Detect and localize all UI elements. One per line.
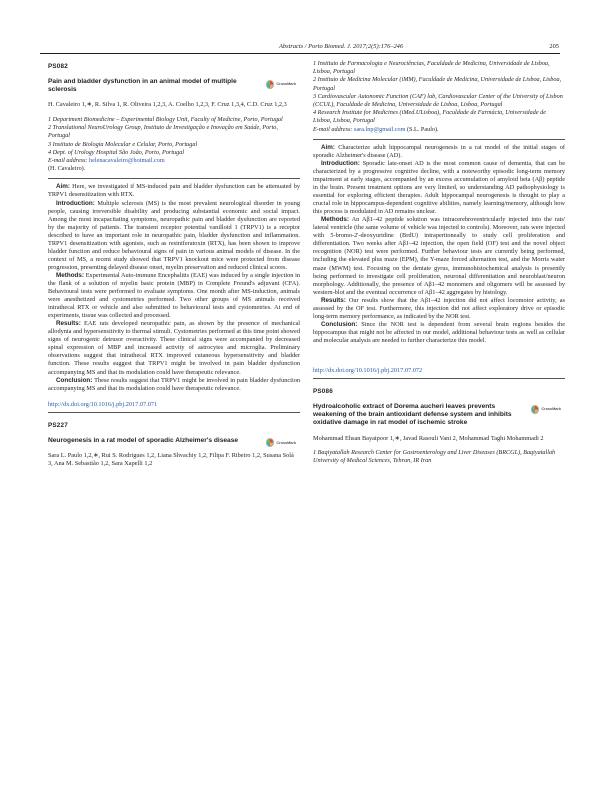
crossmark-icon[interactable] <box>266 437 296 449</box>
aim-text: Here, we investigated if MS-induced pain and bladder dysfunction can be attenuated by TRPV1 desensitization with RTX. <box>48 183 301 199</box>
left-column <box>48 63 300 475</box>
abstract-title: Pain and bladder dysfunction in an animal model of multiple sclerosis <box>48 78 237 94</box>
results-heading: Results: <box>56 320 81 328</box>
intro-text: Multiple sclerosis (MS) is the most prevalent neurological disorder in young people, causing irreversible disability and producing substantial economic and social impact. Among the most incapacitating symptoms, neuropathic pain and bladder dysfunction are reported by the majority of patients. The transient receptor potential vanilloid 1 (TRPV1) is a receptor described to have an important role in neuropathic pain, bladder dysfunction and inflammation. TRPV1 desensitization with agonists, such as resiniferatoxin (RTX), has been shown to improve bladder function and reduce behavioural signs of pain in various animal models of disease. In the context of MS, a recent study showed that TRPV1 knockout mice were protected from disease progression, presenting delayed disease onset, myelin preservation and reduced clinical scores. <box>48 199 300 271</box>
divider <box>313 139 565 140</box>
page-header <box>0 39 600 53</box>
abstract-code: PS082 <box>48 63 68 70</box>
divider <box>48 178 300 179</box>
affiliation: 2 Instituto de Medicina Molecular (iMM), Faculdade de Medicina, Universidade de Lisboa, Lisboa, Portugal <box>313 76 562 92</box>
methods-paragraph <box>313 216 565 296</box>
methods-text: An Aβ1–42 peptide solution was intracerebroventricularly injected into the rats' lateral ventricle (the same volume of vehicle was injected to controls). Moreover, rats were injected with 5-bromo-2'-deoxyuridine (BrdU) intraperitoneally to study cell proliferation and differentiation. Two weeks after Aβ1–42 injection, the open field (OF) test and the novel object recognition (NOR) test were performed. Further behaviour tests are currently being performed, including the elevated plus maze (EPM), the Y-maze forced alternation test, and the Morris water maze (MWM) test. Focusing on the dentate gyrus, immunohistochemical analysis is presently being performed to investigate cell proliferation, neuronal differentiation and neuroblast/neuron morphology. Additionally, the presence of Aβ1–42 monomers and oligomers will be assessed by western-blot and the eventual occurrence of Aβ1–42 aggregates by histology. <box>313 216 565 296</box>
affiliation: 4 Research Institute for Medicines (iMed.ULisboa), Faculdade de Farmácia, Universidade de Lisboa, Lisboa, Portugal <box>313 109 546 125</box>
divider <box>48 412 300 413</box>
crossmark-logo-icon <box>531 405 539 414</box>
abstract-code: PS227 <box>48 421 68 429</box>
affiliation: 2 Translational NeuroUrology Group, Instituto de Investigação e Inovação em Saúde, Porto, Portugal <box>48 124 278 140</box>
aim-heading: Aim: <box>321 143 335 151</box>
affiliation: 3 Cardiovascular Autonomic Function (CAF) lab, Cardiovascular Center of the University of Lisbon (CCUL), Faculdade de Medicina, Universidade de Lisboa, Lisboa, Portugal <box>313 92 563 109</box>
email-link[interactable]: sara.lnp@gmail.com <box>354 125 406 133</box>
intro-paragraph <box>48 200 300 272</box>
results-heading: Results: <box>321 296 346 304</box>
author-list: Mohammad Ehsan Bayatpoor 1,∗, Javad Rasouli Vani 2, Mohammad Taghi Mohammadi 2 <box>313 434 544 442</box>
methods-heading: Methods: <box>56 271 84 279</box>
conclusion-heading: Conclusion: <box>321 320 358 328</box>
results-paragraph <box>313 297 565 321</box>
conclusion-paragraph <box>313 321 565 345</box>
email-name: (S.L. Paulo). <box>406 125 439 133</box>
methods-text: Experimental Auto-immune Encephalitis (EAE) was induced by a single injection in the flank of a solution of myelin basic protein (MBP) in Complete Freund's adjuvant (CFA). Behavioural tests were performed to evaluate symptoms. One month after MS-induction, animals were anesthetized and cystometries performed. Two other groups of MS animals received intrathecal RTX or vehicle and also submitted to behavioural tests and cystometries. At end of experiments, tissue was collected and processed. <box>48 271 301 320</box>
crossmark-label: CrossMark <box>276 82 296 86</box>
abstract-title-block <box>313 403 565 428</box>
right-column <box>313 60 565 466</box>
doi-link[interactable]: http://dx.doi.org/10.1016/j.pbj.2017.07.071 <box>48 400 158 408</box>
results-text: EAE rats developed neuropathic pain, as shown by the presence of mechanical allodynia and hypersensitivity to thermal stimuli. Cystometries performed at this time point showed signs of neurogenic detrusor overactivity. These clinical signs were accompanied by decreased spinal expression of MBP and increased activity of astrocytes and microglia. Preliminary observations suggest that intrathecal RTX improved cutaneous hypersensitivity and bladder function. These results suggest that TRPV1 might be involved in pain bladder dysfunction accompanying MS and that its modulation could have therapeutic relevance. <box>48 320 300 376</box>
journal-citation: Abstracts / Porto Biomed. J. 2017;2(5):176–246 <box>279 43 404 50</box>
author-list: Sara L. Paulo 1,2,∗, Rui S. Rodrigues 1,2, Liana Shvachiy 1,2, Filipa F. Ribeiro 1,2, Susana Solá 3, Ana M. Sebastião 1,2, Sara Xapelli 1,2 <box>48 451 294 468</box>
crossmark-label: CrossMark <box>541 407 561 411</box>
crossmark-icon[interactable] <box>531 403 561 415</box>
aim-heading: Aim: <box>56 183 70 191</box>
affiliation: 1 Department Biomedicine – Experimental Biology Unit, Faculty of Medicine, Porto, Portugal <box>48 116 283 123</box>
results-text: Our results show that the Aβ1–42 injection did not affect locomotor activity, as assessed by the OF test. Furthermore, this injection did not affect exploratory drive or episodic long-term memory performance, as indicated by the NOR test. <box>313 296 565 320</box>
doi-link[interactable]: http://dx.doi.org/10.1016/j.pbj.2017.07.072 <box>313 367 423 374</box>
abstract-title-block <box>48 437 300 445</box>
email-name: (H. Cavaleiro). <box>48 165 86 173</box>
conclusion-text: Since the NOR test is dependent from several brain regions besides the hippocampus that might not be affected in our model, additional behaviour tests as well as cellular and molecular analysis are needed to further characterize this model. <box>313 320 566 344</box>
affiliation: 1 Baqiyatallah Research Center for Gastroenterology and Liver Diseases (BRCGL), Baqiyatallah University of Medical Sciences, Tehran, IR Iran <box>313 449 556 465</box>
intro-text: Sporadic late-onset AD is the most common cause of dementia, that can be characterized by a progressive cognitive decline, with a noteworthy episodic long-term memory impairment at early stages, accompanied by an excess accumulation of amyloid beta (Aβ) peptide in the brain. Present treatment options are very limited, so understanding AD pathophysiology is essential for exploring efficient therapies. Adult hippocampal neurogenesis is thought to play a crucial role in hippocampus-dependent cognitive abilities, namely learning/memory, although how this process is modulated in AD remains unclear. <box>313 159 566 216</box>
abstract-code: PS086 <box>313 388 333 395</box>
email-link[interactable]: helenacavaleiro@hotmail.com <box>89 157 165 165</box>
email-label: E-mail address: <box>48 157 88 165</box>
conclusion-heading: Conclusion: <box>56 376 93 384</box>
email-label: E-mail address: <box>313 125 353 133</box>
crossmark-logo-icon <box>266 80 274 89</box>
results-paragraph <box>48 320 300 376</box>
email-line <box>48 157 300 173</box>
crossmark-logo-icon <box>266 438 274 447</box>
abstract-title-block <box>48 78 300 94</box>
intro-heading: Introduction: <box>321 159 360 167</box>
affiliation: 4 Dept. of Urology Hospital São João, Porto, Portugal <box>48 148 185 156</box>
affiliation: 1 Instituto de Farmacologia e Neurociências, Faculdade de Medicina, Universidade de Lisboa, Lisboa, Portugal <box>313 60 550 76</box>
aim-paragraph <box>48 183 300 199</box>
aim-text: Characterize adult hippocampal neurogenesis in a rat model of the initial stages of sporadic Alzheimer's disease (AD). <box>313 143 566 159</box>
conclusion-text: These results suggest that TRPV1 might be involved in pain bladder dysfunction accompanying MS and that its modulation could have therapeutic relevance. <box>48 376 300 392</box>
divider <box>313 378 565 379</box>
crossmark-label: CrossMark <box>276 440 296 445</box>
author-list: H. Cavaleiro 1,∗, R. Silva 1, R. Oliveira 1,2,3, A. Coelho 1,2,3, F. Cruz 1,3,4, C.D. Cruz 1,2,3 <box>48 101 287 109</box>
methods-heading: Methods: <box>321 216 349 224</box>
intro-paragraph <box>313 160 565 216</box>
email-line <box>313 126 565 134</box>
page-number: 205 <box>549 43 559 50</box>
abstract-title: Hydroalcoholic extract of Dorema aucheri leaves prevents weakening of the brain antioxidant defense system and inhibits oxidative damage in rat model of ischemic stroke <box>313 403 512 427</box>
affiliation: 3 Instituto de Biologia Molecular e Celular, Porto, Portugal <box>48 140 198 148</box>
intro-heading: Introduction: <box>56 199 95 207</box>
header-rule <box>40 53 560 54</box>
aim-paragraph <box>313 144 565 160</box>
abstract-title: Neurogenesis in a rat model of sporadic Alzheimer's disease <box>48 436 239 444</box>
conclusion-paragraph <box>48 377 300 393</box>
methods-paragraph <box>48 272 300 320</box>
crossmark-icon[interactable] <box>266 78 296 90</box>
